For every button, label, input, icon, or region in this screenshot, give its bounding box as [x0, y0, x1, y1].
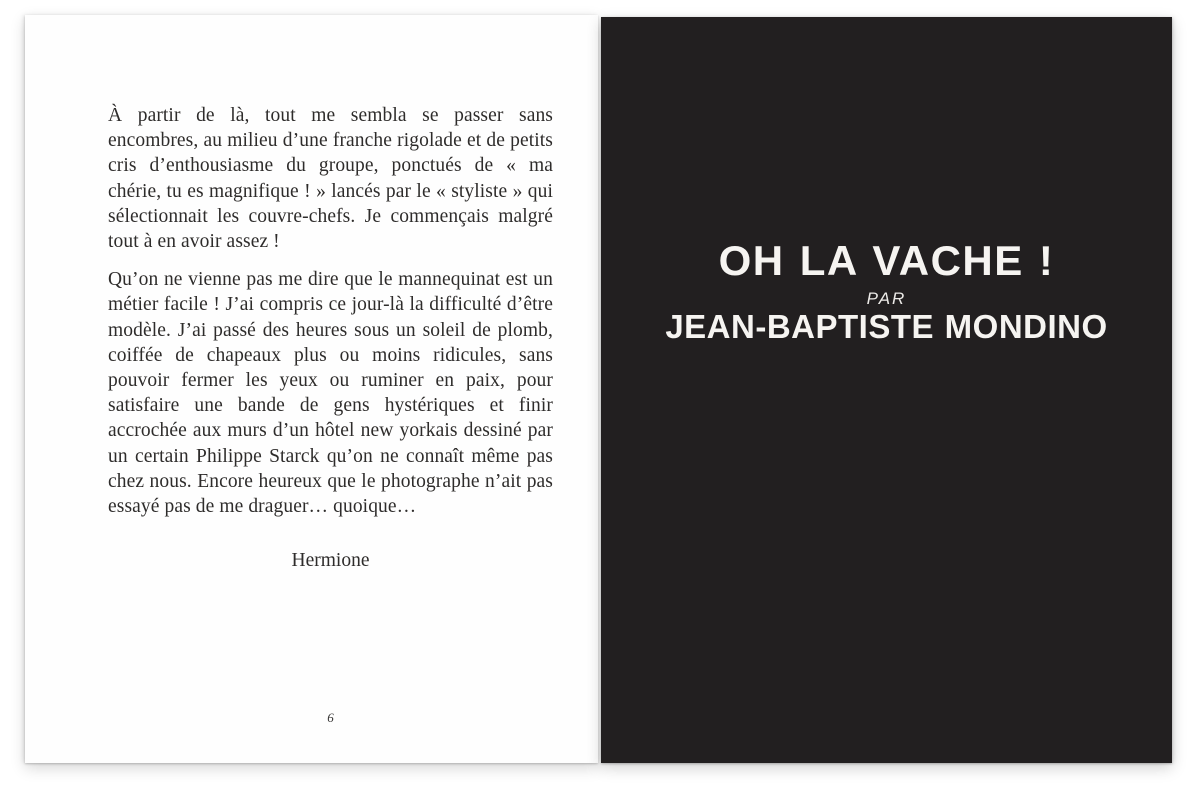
- signature: Hermione: [291, 550, 370, 572]
- left-page: [25, 15, 598, 763]
- author-name: JEAN-BAPTISTE MONDINO: [665, 308, 1108, 345]
- right-page: [601, 17, 1172, 763]
- byline-par: PAR: [866, 289, 907, 308]
- page-number: 6: [327, 710, 334, 725]
- chapter-title: OH LA VACHE !: [718, 237, 1055, 284]
- paragraph-2: Qu’on ne vienne pas me dire que le mannequinat est un métier facile ! J’ai compris ce jour-là la difficulté d’être modèle. J’ai passé des heures sous un soleil de plomb, coiffée de chapeaux plus ou moins ridicules, sans pouvoir fermer les yeux ou ruminer en paix, pour satisfaire une bande de gens hystériques et finir accrochée aux murs d’un hôtel new yorkais dessiné par un certain Philippe Starck qu’on ne connaît même pas chez nous. Encore heureux que le photographe n’ait pas essayé pas de me draguer… quoique…: [108, 269, 553, 518]
- chapter-title-block: [601, 239, 1172, 345]
- paragraph-1: À partir de là, tout me sembla se passer sans encombres, au milieu d’une franche rigolade et de petits cris d’enthousiasme du groupe, ponctués de « ma chérie, tu es magnifique ! » lancés par le « styliste » qui sélectionnait les couvre-chefs. Je commençais malgré tout à en avoir assez !: [108, 105, 553, 253]
- body-text-block: [108, 103, 553, 572]
